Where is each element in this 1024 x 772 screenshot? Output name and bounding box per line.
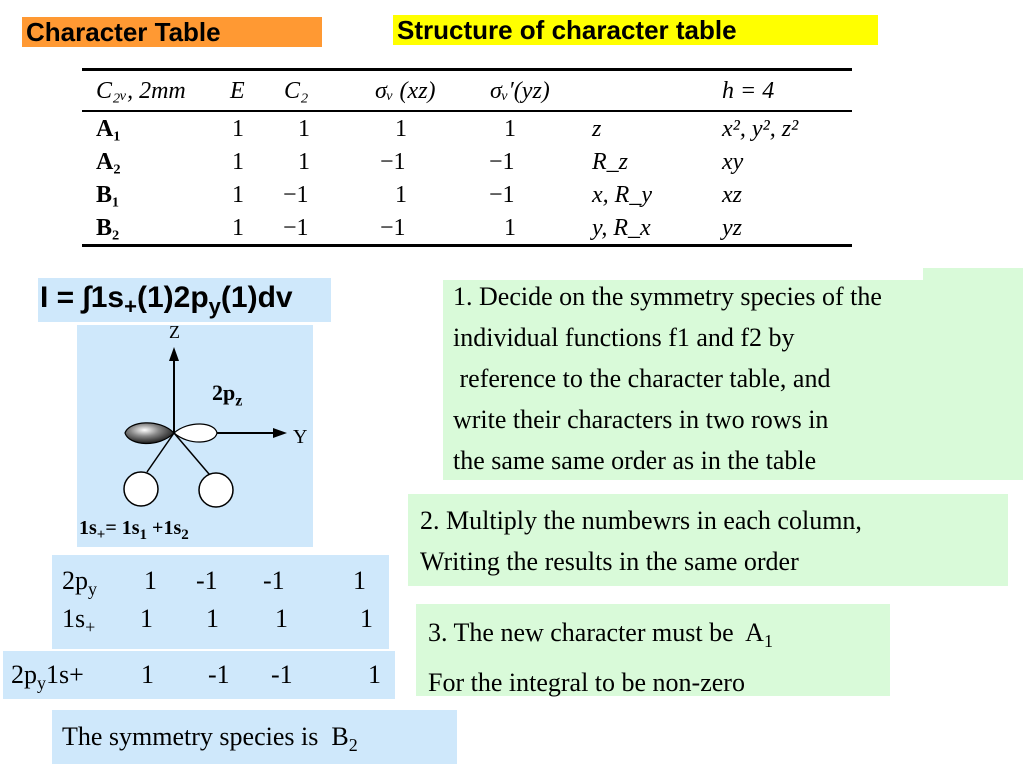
hydrogen-1s-orbital-icon [199, 473, 233, 507]
step-2-line: 2. Multiply the numbewrs in each column, [420, 506, 862, 535]
function-label-2py: $2p_y$ [62, 566, 97, 600]
step-3-line: For the integral to be non-zero [428, 668, 745, 698]
table-quadratic: x², y², z² [722, 116, 799, 142]
table-cell: 1 [232, 149, 244, 175]
step-2-line: Writing the results in the same order [420, 547, 799, 576]
table-header-rule [82, 110, 852, 112]
hydrogen-1s-orbital-icon [124, 472, 158, 506]
character-value: 1 [353, 566, 366, 595]
result-text: The symmetry species is B [62, 722, 349, 751]
character-table-heading-text: Character Table [26, 17, 221, 47]
p-orbital-negative-lobe-icon [125, 423, 174, 444]
table-row-label: B₁ [96, 182, 120, 208]
table-row-label: A₂ [96, 149, 121, 175]
character-value: 1 [144, 566, 157, 595]
product-value: 1 [368, 660, 381, 689]
character-value: -1 [196, 566, 218, 595]
table-bottom-rule [82, 244, 852, 247]
structure-heading-text: Structure of character table [397, 15, 737, 45]
step-2-box [408, 494, 1008, 586]
integral-lhs: I = ∫1s [40, 281, 125, 314]
table-group-header: C₂ᵥ, 2mm [96, 78, 186, 104]
character-value: 1 [140, 604, 153, 633]
p-orbital-positive-lobe-icon [174, 424, 217, 442]
table-cell: −1 [283, 182, 309, 208]
y-axis-arrow [273, 428, 287, 438]
table-top-rule [82, 68, 852, 71]
step-1-line: reference to the character table, and [453, 364, 831, 393]
table-cell: 1 [232, 116, 244, 142]
character-value: -1 [263, 566, 285, 595]
character-value: 1 [360, 604, 373, 633]
orbital-diagram-svg [77, 325, 313, 547]
product-label: $2p_y1s+$ [11, 660, 84, 694]
function-characters-box [52, 555, 389, 649]
table-cell: 1 [232, 182, 244, 208]
y-axis-label: Y [293, 426, 308, 448]
integral-y: y [208, 294, 221, 319]
step-1-line: 1. Decide on the symmetry species of the [453, 282, 882, 311]
table-quadratic: yz [722, 215, 742, 241]
overlap-integral [38, 278, 331, 322]
c2v-character-table [82, 68, 852, 250]
table-quadratic: xz [722, 182, 742, 208]
result-sub: 2 [348, 735, 358, 756]
step-1-box [443, 268, 1023, 480]
function-label-1s-plus: $1s_+$ [62, 604, 96, 638]
table-cell: 1 [298, 149, 310, 175]
table-cell: −1 [489, 149, 515, 175]
table-cell: −1 [283, 215, 309, 241]
table-linear: R_z [592, 149, 628, 175]
table-cell: −1 [380, 215, 406, 241]
integral-end: (1)dv [220, 281, 293, 314]
table-cell: 1 [232, 215, 244, 241]
step-3-line: 3. The new character must be $A_1$ [428, 618, 773, 652]
step-3-box [416, 604, 890, 696]
table-linear: z [592, 116, 602, 142]
integral-plus: + [124, 294, 137, 319]
z-axis-arrow [169, 347, 179, 361]
orbital-combination-label: $1s_+= 1s_1 +1s_2$ [79, 517, 189, 543]
table-cell: 1 [298, 116, 310, 142]
character-value: 1 [275, 604, 288, 633]
table-cell: −1 [380, 149, 406, 175]
orbital-diagram [77, 322, 313, 547]
table-order: h = 4 [722, 78, 775, 104]
orbital-2p-label: $2p_z$ [212, 380, 243, 410]
step-1-line: the same same order as in the table [453, 446, 817, 475]
product-value: -1 [208, 660, 230, 689]
product-value: 1 [141, 660, 154, 689]
table-op-sigma-yz: σᵥ′(yz) [490, 78, 550, 104]
table-op-e: E [230, 78, 245, 104]
table-op-sigma-xz: σᵥ (xz) [375, 78, 436, 104]
table-cell: −1 [489, 182, 515, 208]
table-op-c2: C₂ [284, 78, 309, 104]
character-value: 1 [206, 604, 219, 633]
table-row-label: A₁ [96, 116, 121, 142]
symmetry-species-result [52, 710, 457, 764]
character-table-heading [22, 17, 322, 47]
table-row-label: B₂ [96, 215, 120, 241]
z-axis-label: Z [169, 322, 180, 342]
product-characters-row [3, 651, 395, 699]
table-cell: 1 [395, 116, 407, 142]
structure-heading [393, 15, 878, 45]
step-1-line: individual functions f1 and f2 by [453, 323, 795, 352]
table-linear: x, R_y [592, 182, 652, 208]
integral-mid: (1)2p [136, 281, 209, 314]
step-1-line: write their characters in two rows in [453, 405, 829, 434]
table-linear: y, R_x [592, 215, 651, 241]
product-value: -1 [271, 660, 293, 689]
table-cell: 1 [504, 116, 516, 142]
table-quadratic: xy [722, 149, 744, 175]
table-cell: 1 [395, 182, 407, 208]
table-cell: 1 [504, 215, 516, 241]
